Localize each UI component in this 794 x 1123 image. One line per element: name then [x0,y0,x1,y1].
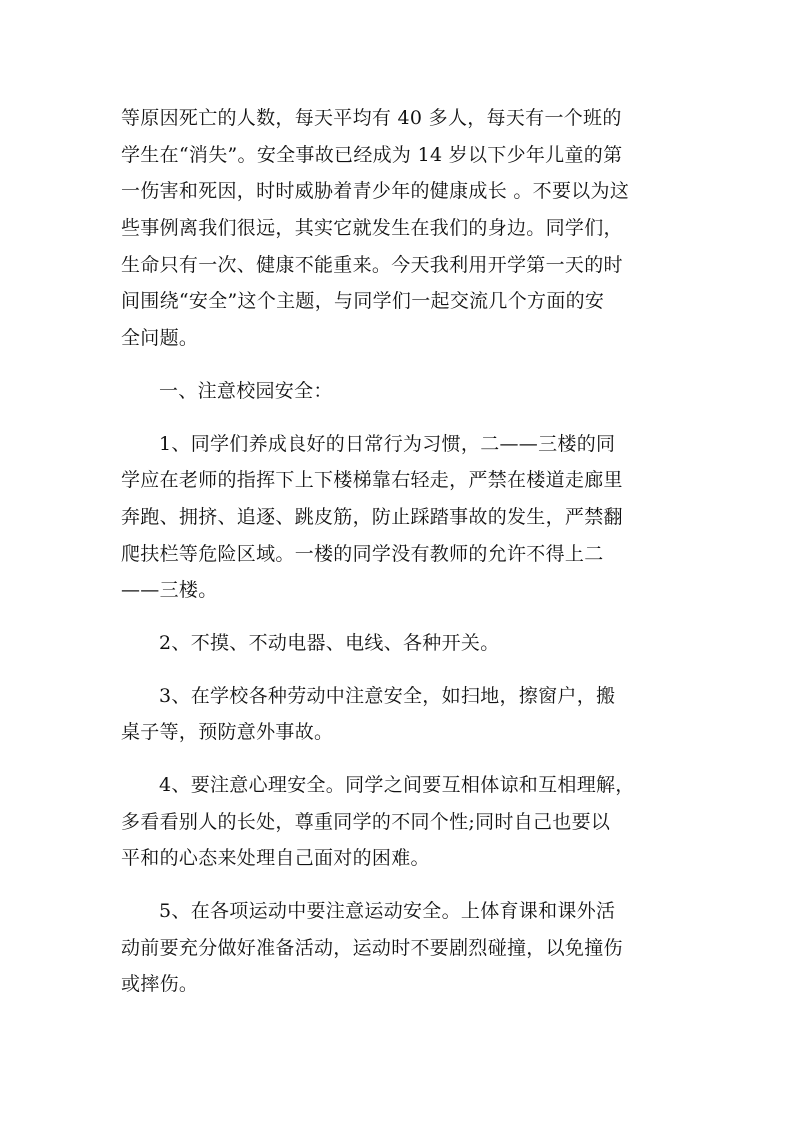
text-line: 3、在学校各种劳动中注意安全，如扫地，擦窗户，搬 [159,684,616,707]
text-line: 些事例离我们很远，其实它就发生在我们的身边。同学们， [121,217,623,240]
paragraph-gap [121,361,681,377]
paragraph-gap [121,755,681,771]
text-line: 学生在“消失”。安全事故已经成为 14 岁以下少年儿童的第 [121,143,623,166]
heading-line: 一、注意校园安全： [159,379,333,402]
paragraph-intro [121,104,681,361]
paragraph-gap [121,613,681,629]
document-body [121,104,681,1007]
text-line: 生命只有一次、健康不能重来。今天我利用开学第一天的时 [121,253,623,276]
text-line: 桌子等，预防意外事故。 [121,721,334,744]
text-line: 爬扶栏等危险区域。一楼的同学没有教师的允许不得上二 [121,542,604,565]
text-line: 奔跑、拥挤、追逐、跳皮筋，防止踩踏事故的发生，严禁翻 [121,505,623,528]
text-line: 或摔伤。 [121,973,199,996]
text-line: 2、不摸、不动电器、电线、各种开关。 [159,631,500,654]
text-line: 动前要充分做好准备活动，运动时不要剧烈碰撞，以免撞伤 [121,936,623,959]
paragraph-gap [121,881,681,897]
section-heading [121,377,681,414]
text-line: 1、同学们养成良好的日常行为习惯，二——三楼的同 [159,432,616,455]
text-line: ——三楼。 [121,579,218,602]
paragraph-item-5 [121,897,681,1007]
paragraph-item-2 [121,629,681,666]
text-line: 多看看别人的长处，尊重同学的不同个性;同时自己也要以 [121,810,611,833]
text-line: 5、在各项运动中要注意运动安全。上体育课和课外活 [159,900,616,923]
text-line: 平和的心态来处理自己面对的困难。 [121,847,430,870]
paragraph-gap [121,666,681,682]
paragraph-item-3 [121,682,681,755]
paragraph-gap [121,414,681,430]
text-line: 等原因死亡的人数，每天平均有 40 多人，每天有一个班的 [121,107,622,129]
paragraph-item-1 [121,430,681,613]
paragraph-item-4 [121,771,681,881]
text-line: 全问题。 [121,327,199,350]
text-line: 4、要注意心理安全。同学之间要互相体谅和互相理解， [159,774,635,796]
text-line: 学应在老师的指挥下上下楼梯靠右轻走，严禁在楼道走廊里 [121,469,623,492]
text-line: 一伤害和死因，时时威胁着青少年的健康成长 。不要以为这 [121,180,630,203]
text-line: 间围绕“安全”这个主题，与同学们一起交流几个方面的安 [121,290,605,313]
